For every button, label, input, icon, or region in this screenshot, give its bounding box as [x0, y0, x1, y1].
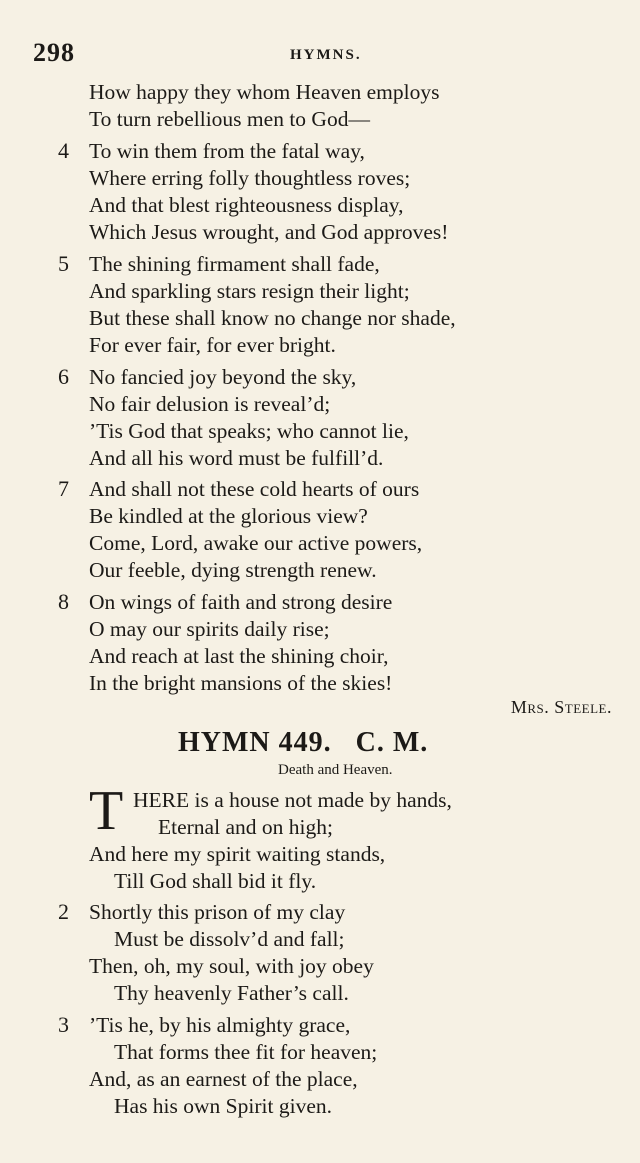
verse-line: In the bright mansions of the skies!: [89, 671, 393, 695]
verse-line: ’Tis he, by his almighty grace,: [89, 1013, 351, 1037]
verse-line: Must be dissolv’d and fall;: [114, 927, 345, 951]
hymn-subtitle: Death and Heaven.: [278, 762, 393, 778]
verse-line: Our feeble, dying strength renew.: [89, 558, 377, 582]
verse-line: But these shall know no change nor shade,: [89, 306, 456, 330]
running-head: HYMNS.: [290, 47, 362, 63]
verse-number: 7: [58, 476, 69, 501]
verse-line: Which Jesus wrought, and God approves!: [89, 220, 449, 244]
verse-line: HERE is a house not made by hands,: [133, 788, 452, 812]
verse-line: Thy heavenly Father’s call.: [114, 981, 349, 1005]
verse-line: And reach at last the shining choir,: [89, 644, 389, 668]
verse-line: Till God shall bid it fly.: [114, 869, 317, 893]
verse-number: 2: [58, 899, 69, 924]
verse-number: 6: [58, 364, 69, 389]
drop-cap: T: [89, 780, 124, 842]
verse-line: To win them from the fatal way,: [89, 139, 365, 163]
verse-line: Come, Lord, awake our active powers,: [89, 531, 423, 555]
verse-line: And that blest righteousness display,: [89, 193, 404, 217]
continuation-line: How happy they whom Heaven employs: [89, 80, 440, 104]
verse-number: 5: [58, 251, 69, 276]
page-number: 298: [33, 38, 75, 67]
verse-line: ’Tis God that speaks; who cannot lie,: [89, 419, 409, 443]
verse-line: O may our spirits daily rise;: [89, 617, 330, 641]
verse-line: Has his own Spirit given.: [114, 1094, 332, 1118]
verse-line: No fair delusion is reveal’d;: [89, 392, 331, 416]
verse-line: Where erring folly thoughtless roves;: [89, 166, 411, 190]
verse-line: Then, oh, my soul, with joy obey: [89, 954, 374, 978]
verse-line: For ever fair, for ever bright.: [89, 333, 336, 357]
verse-line: Shortly this prison of my clay: [89, 900, 346, 924]
verse-number: 8: [58, 589, 69, 614]
verse-number: 3: [58, 1012, 69, 1037]
verse-line: And shall not these cold hearts of ours: [89, 477, 420, 501]
verse-number: 4: [58, 138, 69, 163]
verse-line: That forms thee fit for heaven;: [114, 1040, 378, 1064]
verse-line: And sparkling stars resign their light;: [89, 279, 410, 303]
hymn-title: HYMN 449. C. M.: [178, 727, 429, 758]
verse-line: Eternal and on high;: [158, 815, 333, 839]
verse-line: And here my spirit waiting stands,: [89, 842, 386, 866]
verse-line: Be kindled at the glorious view?: [89, 504, 368, 528]
verse-line: No fancied joy beyond the sky,: [89, 365, 357, 389]
continuation-line: To turn rebellious men to God—: [89, 107, 370, 131]
verse-line: On wings of faith and strong desire: [89, 590, 393, 614]
author-attribution: Mrs. Steele.: [510, 697, 612, 717]
verse-line: And, as an earnest of the place,: [89, 1067, 358, 1091]
verse-line: The shining firmament shall fade,: [89, 252, 380, 276]
verse-line: And all his word must be fulfill’d.: [89, 446, 384, 470]
